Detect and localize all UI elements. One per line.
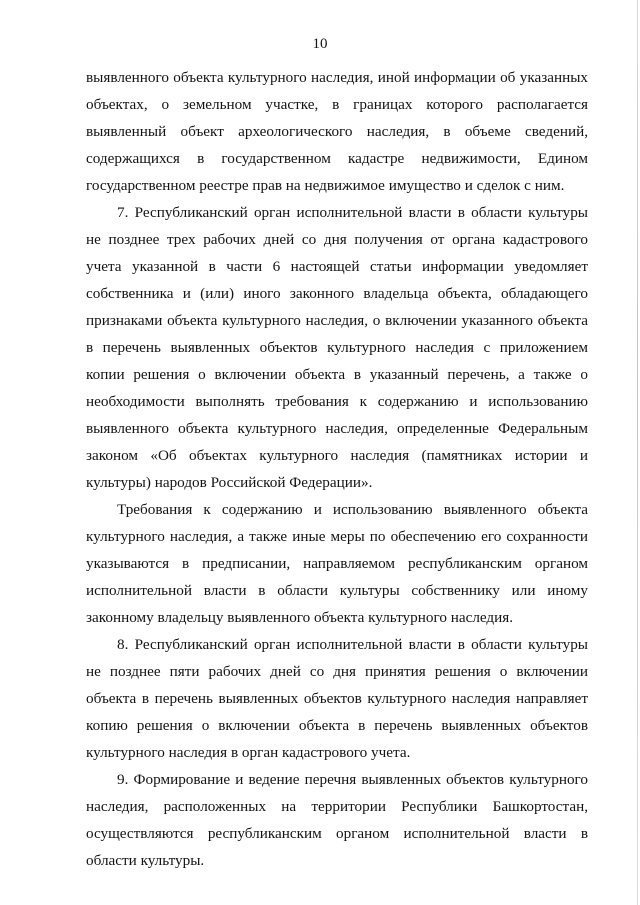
document-body [86, 64, 588, 874]
paragraph-clause-9: 9. Формирование и ведение перечня выявленных объектов культурного наследия, расположенных на территории Республики Башкортостан, осуществляются республиканским органом исполнительной власти в области культуры. [86, 771, 588, 869]
page-edge [637, 0, 638, 905]
page-number: 10 [312, 36, 328, 52]
paragraph-continuation: выявленного объекта культурного наследия, иной информации об указанных объектах, о земельном участке, в границах которого располагается выявленный объект археологического наследия, в объеме сведений, содержащихся в государственном кадастре недвижимости, Едином государственном реестре прав на недвижимое имущество и сделок с ним. [86, 69, 588, 194]
paragraph-clause-7: 7. Республиканский орган исполнительной власти в области культуры не позднее трех рабочих дней со дня получения от органа кадастрового учета указанной в части 6 настоящей статьи информации уведомляет собственника и (или) иного законного владельца объекта, обладающего признаками объекта культурного наследия, о включении указанного объекта в перечень выявленных объектов культурного наследия с приложением копии решения о включении объекта в указанный перечень, а также о необходимости выполнять требования к содержанию и использованию выявленного объекта культурного наследия, определенные Федеральным законом «Об объектах культурного наследия (памятниках истории и культуры) народов Российской Федерации». [86, 204, 588, 491]
paragraph-clause-8: 8. Республиканский орган исполнительной власти в области культуры не позднее пяти рабочих дней со дня принятия решения о включении объекта в перечень выявленных объектов культурного наследия направляет копию решения о включении объекта в перечень выявленных объектов культурного наследия в орган кадастрового учета. [86, 636, 588, 761]
paragraph-requirements: Требования к содержанию и использованию выявленного объекта культурного наследия, а также иные меры по обеспечению его сохранности указываются в предписании, направляемом республиканским органом исполнительной власти в области культуры собственнику или иному законному владельцу выявленного объекта культурного наследия. [86, 501, 588, 626]
